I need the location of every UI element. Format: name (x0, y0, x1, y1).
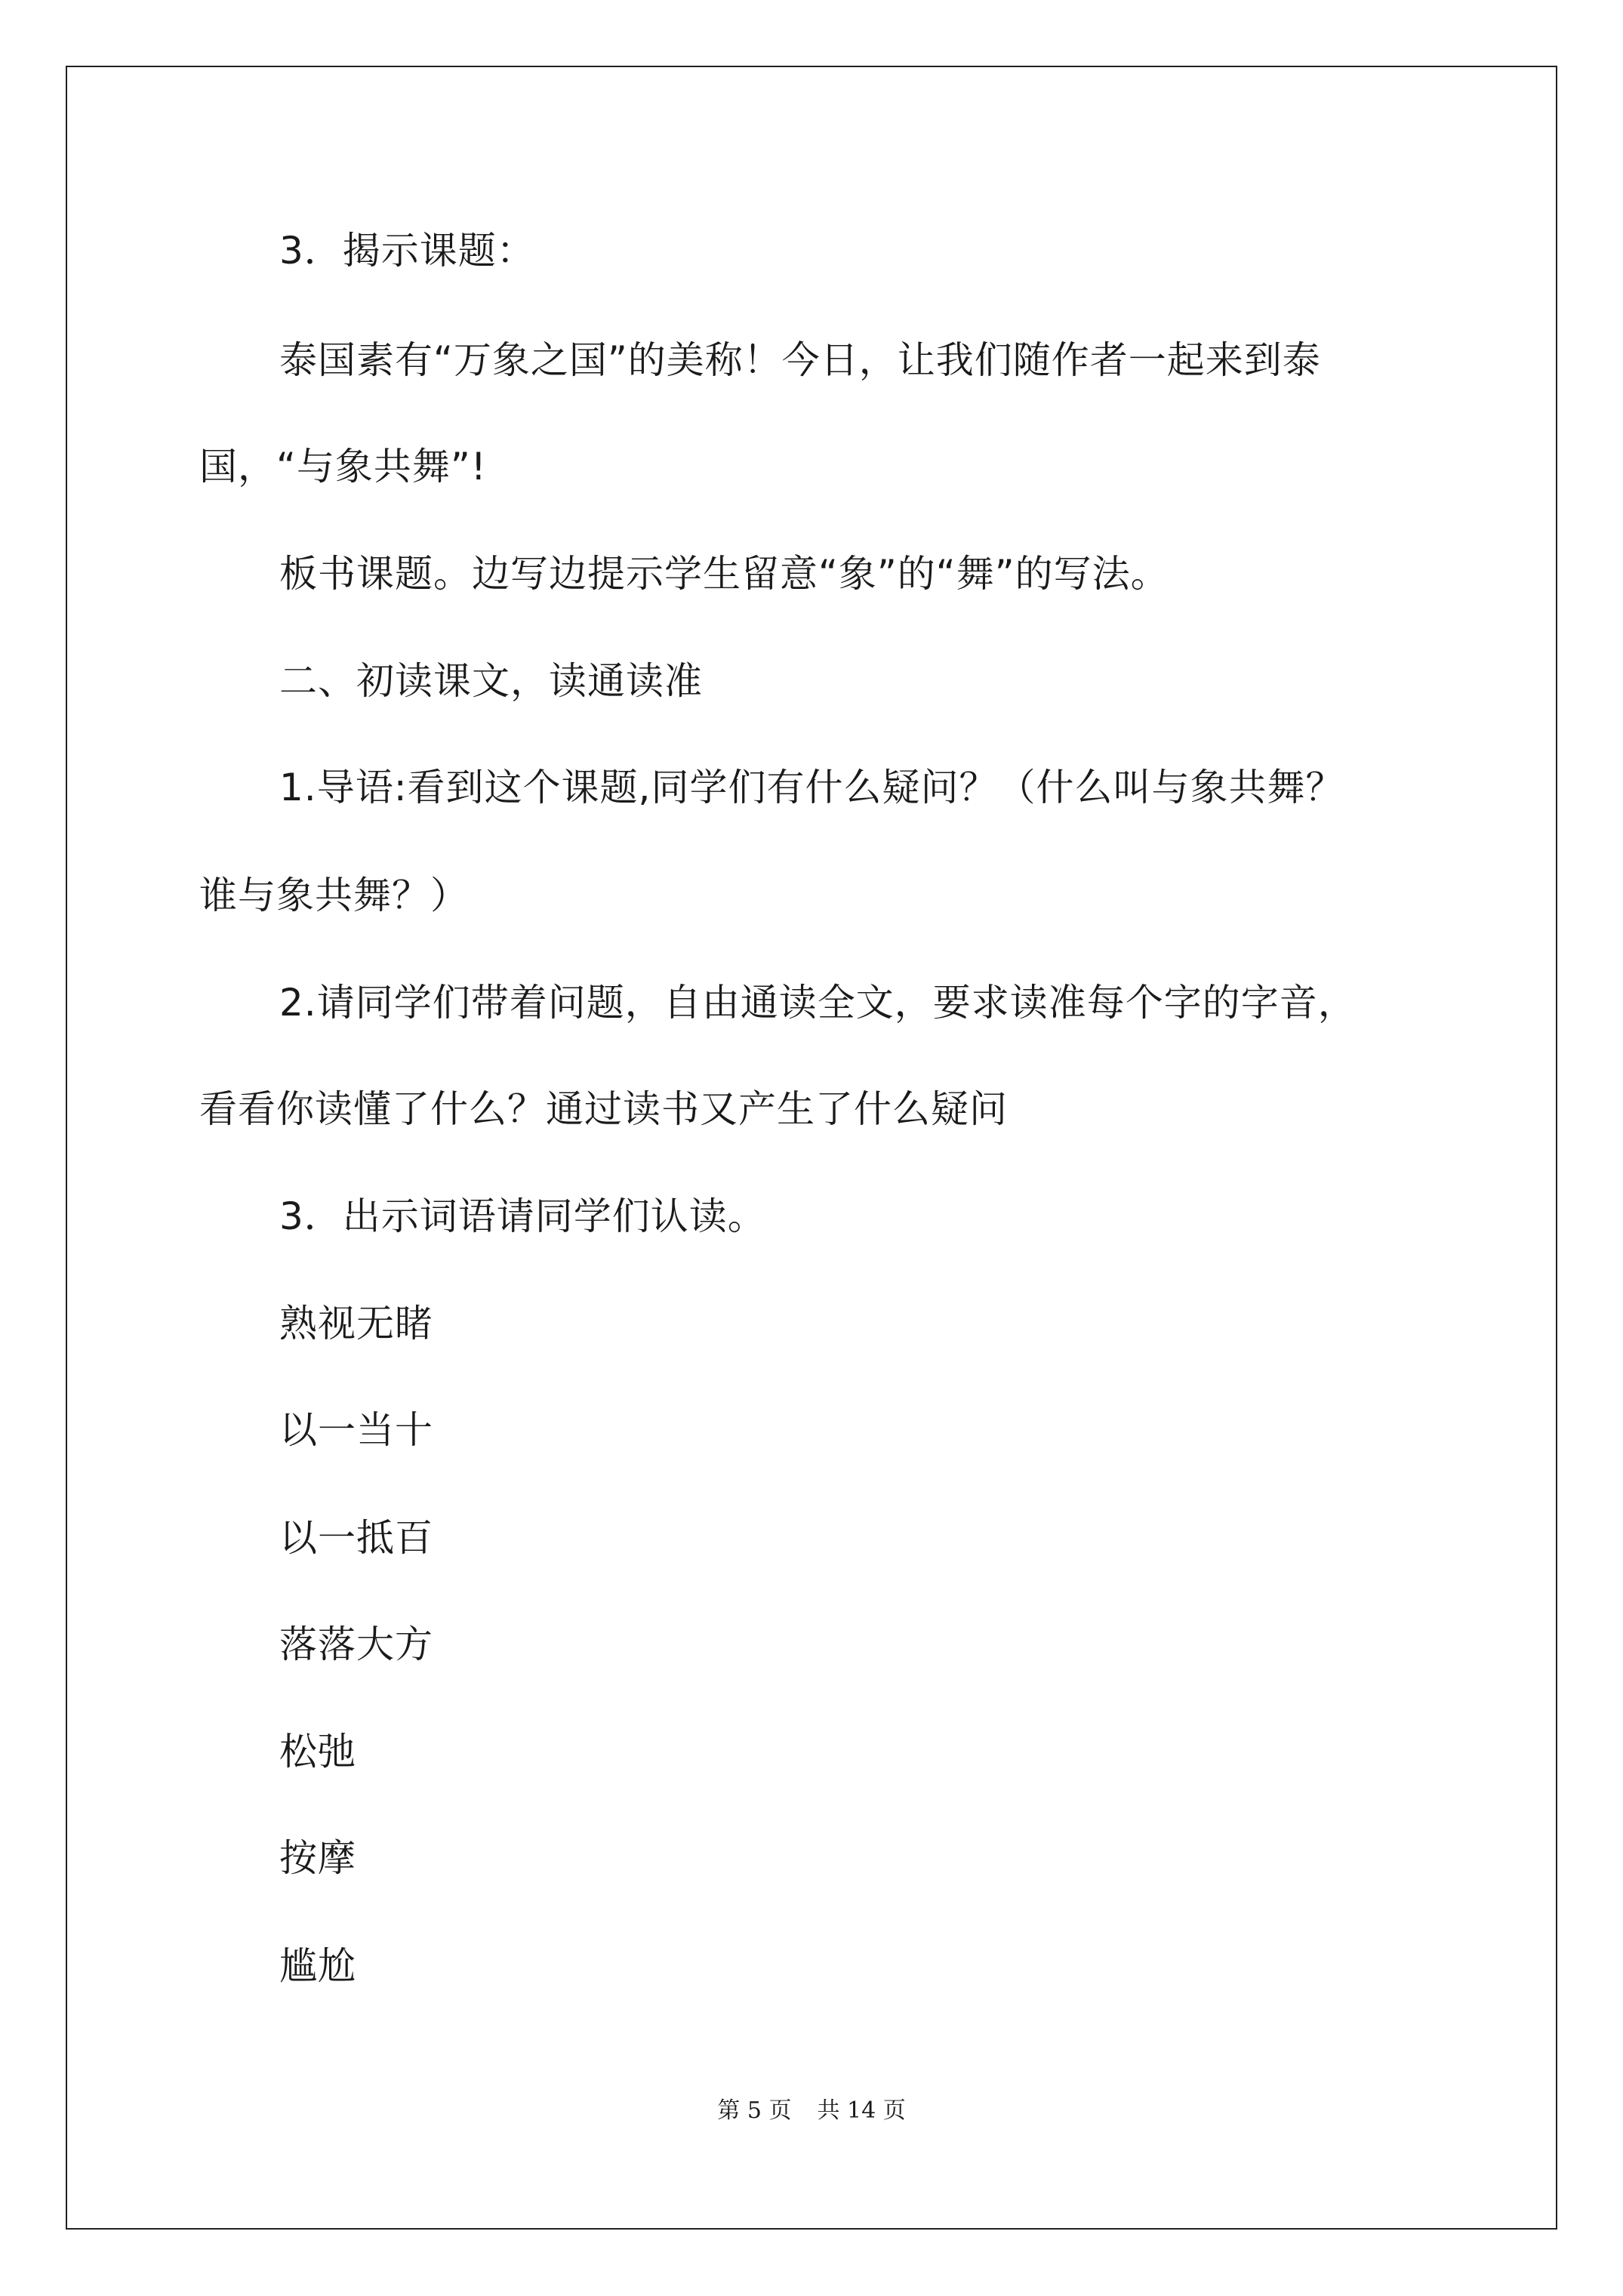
page-border (66, 66, 1557, 2230)
paragraph-line: 板书课题。边写边提示学生留意“象”的“舞”的写法。 (279, 552, 1169, 596)
vocab-item: 以一当十 (279, 1408, 433, 1452)
paragraph-line: 看看你读懂了什么？通过读书又产生了什么疑问 (199, 1087, 1008, 1131)
vocab-item: 熟视无睹 (279, 1302, 433, 1345)
paragraph-line: 1.导语:看到这个课题,同学们有什么疑问？（什么叫与象共舞？ (279, 766, 1344, 809)
page-total: 共 14 页 (817, 2097, 906, 2124)
page-footer (0, 2096, 1623, 2126)
paragraph-line: 2.请同学们带着问题，自由通读全文，要求读准每个字的字音， (279, 981, 1357, 1025)
paragraph-line: 3．出示词语请同学们认读。 (279, 1194, 766, 1238)
vocab-item: 以一抵百 (279, 1516, 433, 1560)
vocab-item: 尴尬 (279, 1944, 356, 1988)
vocab-item: 松弛 (279, 1730, 356, 1774)
section-heading: 二、初读课文，读通读准 (279, 659, 703, 703)
vocab-item: 按摩 (279, 1836, 356, 1880)
paragraph-line: 谁与象共舞？） (199, 874, 469, 917)
paragraph-line: 国，“与象共舞”! (199, 445, 487, 488)
paragraph-line: 泰国素有“万象之国”的美称！今日，让我们随作者一起来到泰 (279, 338, 1321, 382)
step-3-heading: 3．揭示课题： (279, 229, 535, 273)
vocab-item: 落落大方 (279, 1623, 433, 1666)
page-number: 第 5 页 (717, 2097, 792, 2124)
